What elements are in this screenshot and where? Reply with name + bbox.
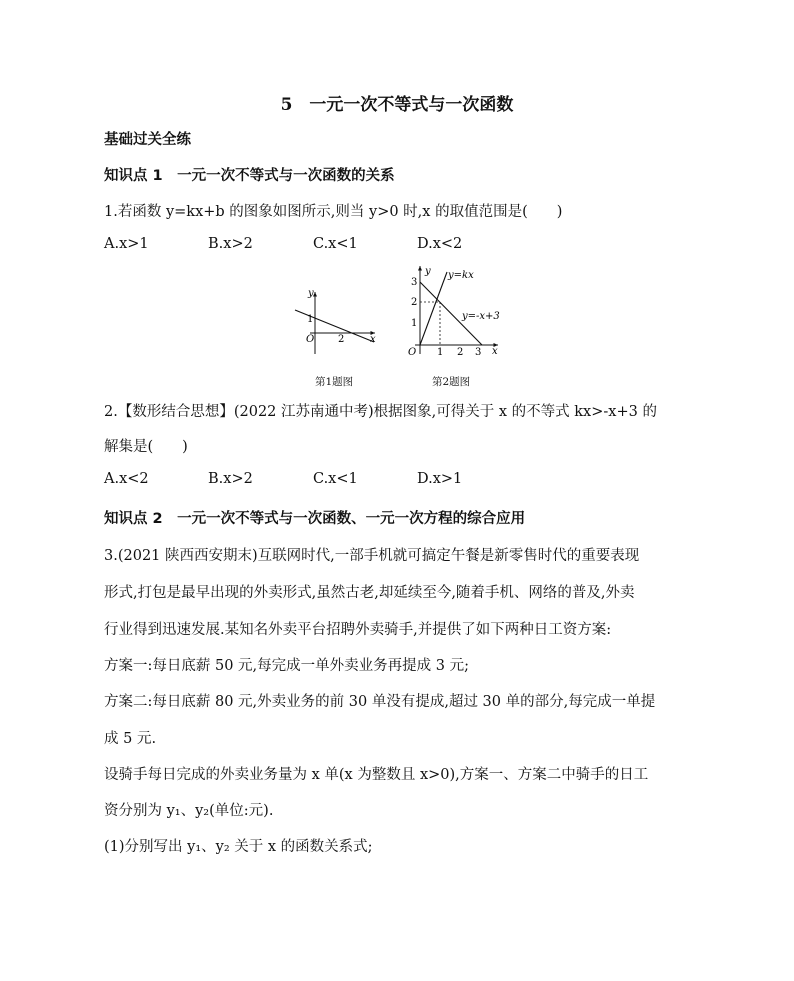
fig2-xtick-3: 3 (475, 347, 482, 358)
q1-option-c: C.x<1 (313, 236, 358, 252)
q3-line-4: 方案一:每日底薪 50 元,每完成一单外卖业务再提成 3 元; (104, 658, 469, 674)
fig1-x-label: x (370, 334, 376, 345)
knowledge-point-1: 知识点 1 一元一次不等式与一次函数的关系 (104, 168, 395, 184)
q1-option-a: A.x>1 (104, 236, 149, 252)
fig2-xtick-2: 2 (457, 347, 464, 358)
page-title: 5 一元一次不等式与一次函数 (280, 95, 514, 115)
fig2-ytick-2: 2 (411, 297, 418, 308)
fig2-line-2-label: y=-x+3 (462, 311, 500, 322)
q3-line-3: 行业得到迅速发展.某知名外卖平台招聘外卖骑手,并提供了如下两种日工资方案: (104, 622, 612, 638)
figure-2-caption: 第2题图 (432, 376, 471, 388)
q3-line-5: 方案二:每日底薪 80 元,外卖业务的前 30 单没有提成,超过 30 单的部分,每完成一单提 (104, 694, 656, 710)
knowledge-point-2: 知识点 2 一元一次不等式与一次函数、一元一次方程的综合应用 (104, 511, 526, 527)
q3-line-8: 资分别为 y₁、y₂(单位:元). (104, 803, 274, 819)
fig1-origin: O (306, 334, 315, 345)
fig2-xtick-1: 1 (437, 347, 444, 358)
figure-2 (400, 262, 510, 362)
fig2-origin: O (408, 347, 417, 358)
fig1-x-intercept: 2 (338, 334, 345, 345)
question-2-line-2: 解集是( ) (104, 439, 188, 455)
fig2-line-kx-label: y=kx (448, 270, 474, 281)
fig2-ytick-3: 3 (411, 277, 418, 288)
figure-1 (290, 284, 390, 364)
q3-line-1: 3.(2021 陕西西安期末)互联网时代,一部手机就可搞定午餐是新零售时代的重要表现 (104, 548, 640, 564)
fig2-x-label: x (492, 346, 498, 357)
q3-line-7: 设骑手每日完成的外卖业务量为 x 单(x 为整数且 x>0),方案一、方案二中骑手的日工 (104, 767, 649, 783)
fig2-y-label: y (425, 266, 431, 277)
q3-line-6: 成 5 元. (104, 731, 157, 747)
q1-option-b: B.x>2 (208, 236, 253, 252)
q3-line-9: (1)分别写出 y₁、y₂ 关于 x 的函数关系式; (104, 839, 373, 855)
question-1-text: 1.若函数 y=kx+b 的图象如图所示,则当 y>0 时,x 的取值范围是( ) (104, 204, 563, 220)
q2-option-c: C.x<1 (313, 471, 358, 487)
q2-option-b: B.x>2 (208, 471, 253, 487)
question-2-line-1: 2.【数形结合思想】(2022 江苏南通中考)根据图象,可得关于 x 的不等式 kx>-x+3 的 (104, 404, 657, 420)
section-heading: 基础过关全练 (104, 132, 191, 148)
fig1-y-label: y (308, 288, 314, 299)
fig2-ytick-1: 1 (411, 318, 418, 329)
q2-option-a: A.x<2 (104, 471, 149, 487)
fig1-y-intercept: 1 (307, 314, 314, 325)
q2-option-d: D.x>1 (417, 471, 463, 487)
q3-line-2: 形式,打包是最早出现的外卖形式,虽然古老,却延续至今,随着手机、网络的普及,外卖 (104, 585, 635, 601)
q1-option-d: D.x<2 (417, 236, 463, 252)
figure-1-caption: 第1题图 (315, 376, 354, 388)
fig2-line-kx (420, 272, 447, 345)
